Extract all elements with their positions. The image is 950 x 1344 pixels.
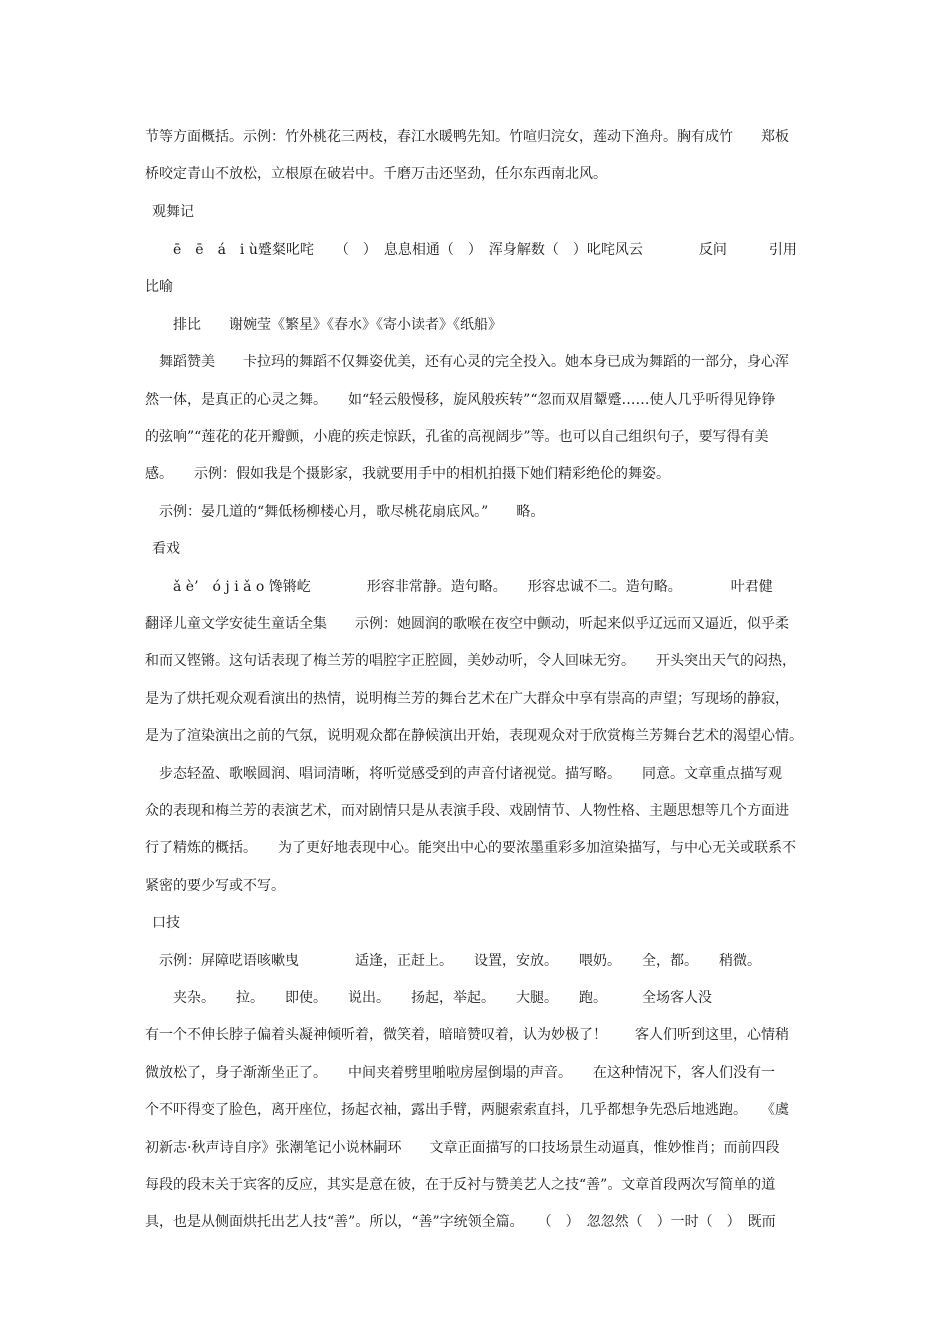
text-line: 的弦响”“莲花的花开瓣颤，小鹿的疾走惊跃，孔雀的高视阔步”等。也可以自己组织句子，要写得有美 <box>145 429 769 445</box>
text-line: 舞蹈赞美 卡拉玛的舞蹈不仅舞姿优美，还有心灵的完全投入。她本身已成为舞蹈的一部分，身心浑 <box>145 354 789 370</box>
text-line: 和而又铿锵。这句话表现了梅兰芳的唱腔字正腔圆，美妙动听，令人回味无穷。 开头突出天气的闷热， <box>145 653 796 669</box>
text-line: 比喻 <box>145 279 173 295</box>
text-line: 每段的段末关于宾客的反应，其实是意在彼，在于反衬与赞美艺人之技“善”。文章首段两次写简单的道 <box>145 1177 776 1193</box>
text-line: 夹杂。 拉。 即使。 说出。 扬起，举起。 大腿。 跑。 全场客人没 <box>145 990 712 1006</box>
text-line: 是为了烘托观众观看演出的热情，说明梅兰芳的舞台艺术在广大群众中享有崇高的声望；写现场的静寂， <box>145 691 789 707</box>
text-line: 众的表现和梅兰芳的表演艺术，而对剧情只是从表演手段、戏剧情节、人物性格、主题思想等几个方面进 <box>145 803 789 819</box>
text-line: 是为了渲染演出之前的气氛，说明观众都在静候演出开始，表现观众对于欣赏梅兰芳舞台艺术的渴望心情。 <box>145 728 803 744</box>
text-line: ē ē á i ù蹙粲叱咤 （ ） 息息相通（ ） 浑身解数（ ）叱咤风云 反问 引用 <box>145 242 797 258</box>
text-line: 排比 谢婉莹《繁星》《春水》《寄小读者》《纸船》 <box>145 317 502 333</box>
text-line: 行了精炼的概括。 为了更好地表现中心。能突出中心的要浓墨重彩多加渲染描写，与中心无关或联系不 <box>145 840 796 856</box>
section-heading-kanxi: 看戏 <box>152 541 180 557</box>
text-line: 示例：屏障呓语咳嗽曳 适逢，正赶上。 设置，安放。 喂奶。 全，都。 稍微。 <box>145 953 761 969</box>
text-line: 节等方面概括。示例：竹外桃花三两枝，春江水暖鸭先知。竹喧归浣女，莲动下渔舟。胸有成竹 郑板 <box>145 129 789 145</box>
text-line: 翻译儿童文学安徒生童话全集 示例：她圆润的歌喉在夜空中颤动，听起来似乎辽远而又逼近，似乎柔 <box>145 616 789 632</box>
text-line: 桥咬定青山不放松，立根原在破岩中。千磨万击还坚劲，任尔东西南北风。 <box>145 166 607 182</box>
text-line: ǎ è’ ó j i ǎ o 馋锵屹 形容非常静。造句略。 形容忠诚不二。造句略。 叶君健 <box>145 579 773 595</box>
text-line: 示例：晏几道的“舞低杨柳楼心月，歌尽桃花扇底风。” 略。 <box>145 504 545 520</box>
text-line: 个不吓得变了脸色，离开座位，扬起衣袖，露出手臂，两腿索索直抖，几乎都想争先恐后地逃跑。 《虞 <box>145 1102 789 1118</box>
text-line: 有一个不伸长脖子偏着头凝神倾听着，微笑着，暗暗赞叹着，认为妙极了！ 客人们听到这里，心情稍 <box>145 1027 789 1043</box>
text-line: 紧密的要少写或不写。 <box>145 878 285 894</box>
text-line: 然一体，是真正的心灵之舞。 如“轻云般慢移，旋风般疾转”“忽而双眉颦蹙……使人几乎听得见铮铮 <box>145 392 776 408</box>
text-line: 步态轻盈、歌喉圆润、唱词清晰，将听觉感受到的声音付诸视觉。描写略。 同意。文章重点描写观 <box>145 766 782 782</box>
text-line: 初新志·秋声诗自序》张潮笔记小说林嗣环 文章正面描写的口技场景生动逼真，惟妙惟肖；而前四段 <box>145 1140 780 1156</box>
text-line: 微放松了，身子渐渐坐正了。 中间夹着劈里啪啦房屋倒塌的声音。 在这种情况下，客人们没有一 <box>145 1065 775 1081</box>
text-line: 感。 示例：假如我是个摄影家，我就要用手中的相机拍摄下她们精彩绝伦的舞姿。 <box>145 466 670 482</box>
text-line: 具，也是从侧面烘托出艺人技“善”。所以，“善”字统领全篇。 （ ） 忽忽然（ ）一时（ ） 既而 <box>145 1214 776 1230</box>
section-heading-guanwuji: 观舞记 <box>152 204 194 220</box>
section-heading-kouji: 口技 <box>152 915 180 931</box>
